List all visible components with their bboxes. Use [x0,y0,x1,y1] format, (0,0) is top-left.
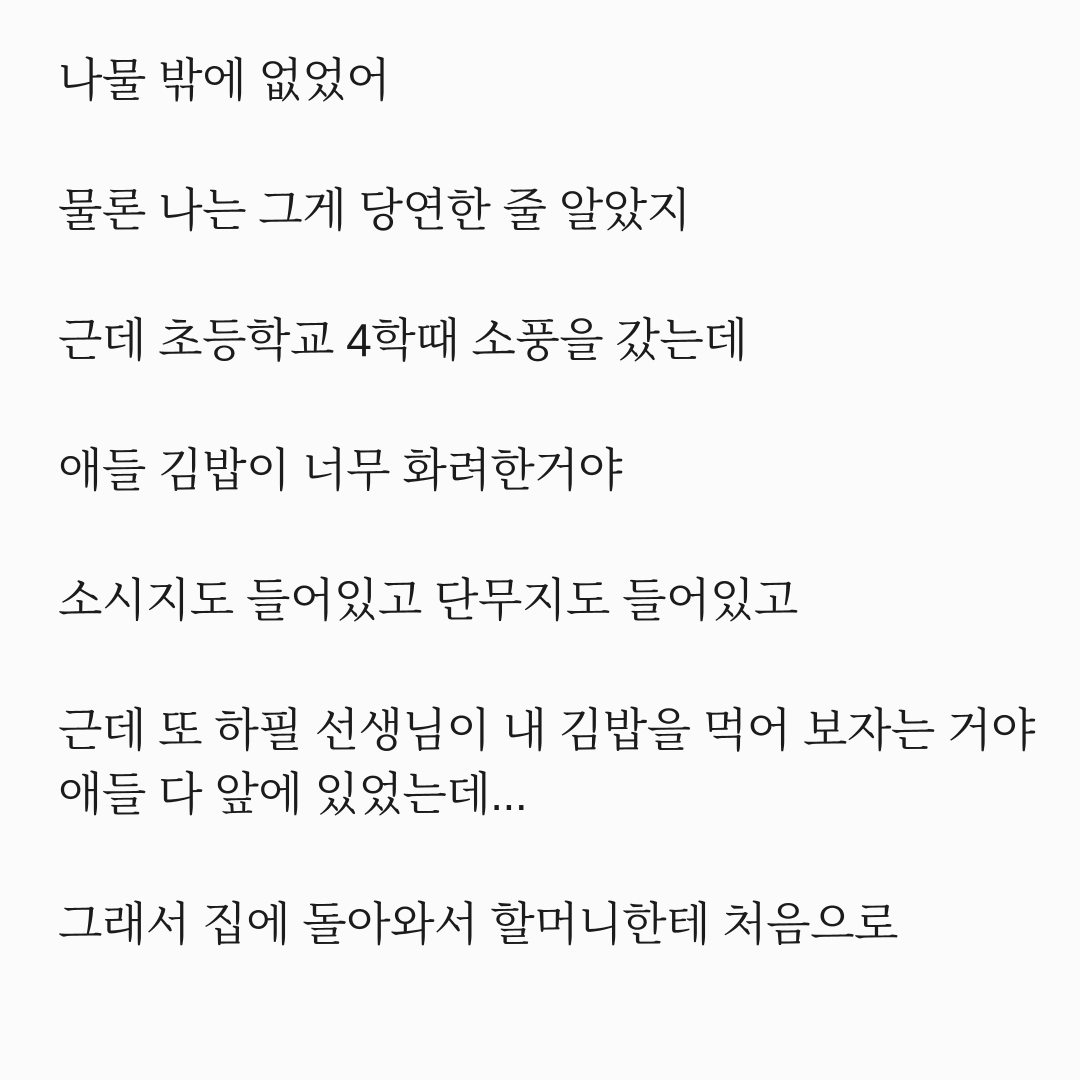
paragraph [58,698,1052,826]
paragraph [58,568,1052,632]
text-line: 애들 다 앞에 있었는데... [58,768,528,820]
text-line: 물론 나는 그게 당연한 줄 알았지 [58,184,691,236]
paragraph [58,48,1052,112]
text-line: 근데 또 하필 선생님이 내 김밥을 먹어 보자는 거야 [58,704,1035,756]
text-line: 나물 밖에 없었어 [58,54,391,106]
paragraph [58,438,1052,502]
text-line: 소시지도 들어있고 단무지도 들어있고 [58,574,798,626]
text-line: 애들 김밥이 너무 화려한거야 [58,444,623,496]
paragraph [58,308,1052,372]
paragraph [58,178,1052,242]
paragraph [58,892,1052,956]
text-line: 그래서 집에 돌아와서 할머니한테 처음으로 [58,898,898,950]
text-line: 근데 초등학교 4학때 소풍을 갔는데 [58,314,748,366]
